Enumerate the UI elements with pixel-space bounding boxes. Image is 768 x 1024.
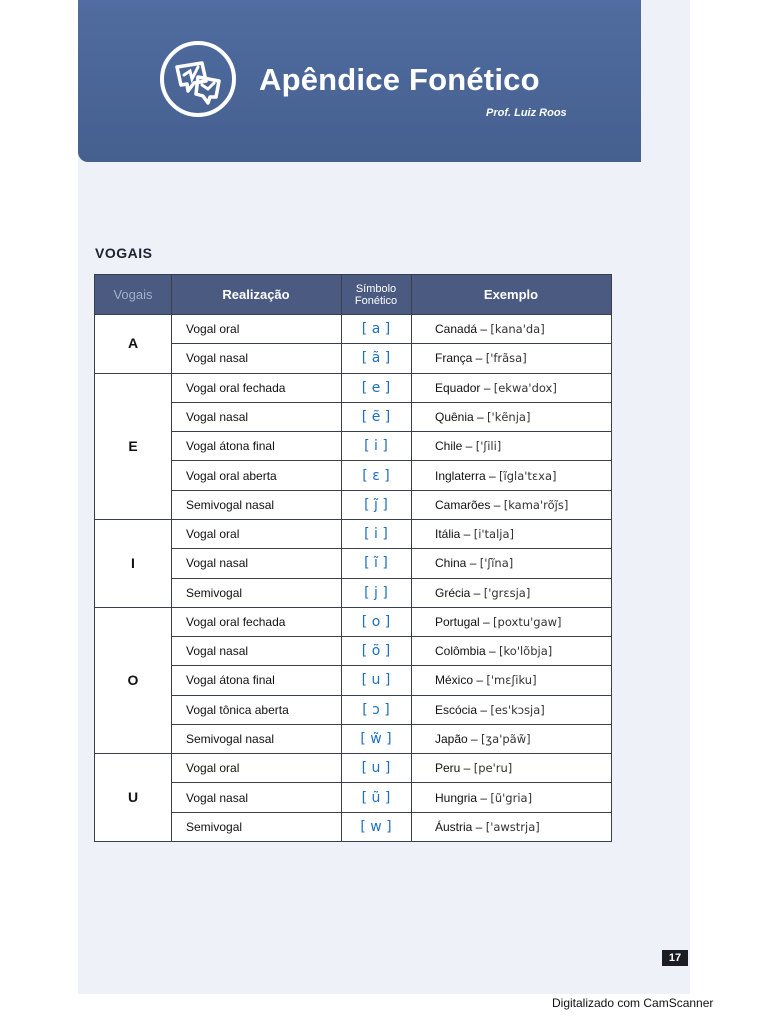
exemplo-word: Portugal – [435, 614, 490, 629]
exemplo-cell [435, 608, 562, 636]
table-row [171, 490, 611, 519]
simbolo-cell: [ ɛ ] [362, 467, 390, 484]
exemplo-transcription: [kana'da] [490, 322, 545, 337]
realizacao-cell: Vogal nasal [186, 351, 249, 366]
realizacao-cell: Vogal nasal [186, 556, 249, 571]
table-row [171, 782, 611, 811]
simbolo-cell: [ w ] [360, 818, 392, 835]
exemplo-transcription: ['mɛʃiku] [486, 673, 537, 688]
table-row [171, 460, 611, 489]
realizacao-cell: Vogal tônica aberta [186, 702, 289, 717]
simbolo-cell: [ u ] [361, 672, 391, 689]
table-row [171, 578, 611, 607]
table-row [171, 636, 611, 665]
exemplo-cell [435, 813, 540, 841]
table-row [171, 753, 611, 782]
table-row [171, 607, 611, 636]
simbolo-cell: [ ũ ] [361, 789, 391, 806]
header-simbolo-line1: Símbolo [355, 282, 397, 295]
exemplo-transcription: ['grɛsja] [483, 585, 531, 600]
exemplo-cell [435, 491, 568, 519]
header-exemplo: Exemplo [483, 286, 539, 302]
vowel-letter: I [131, 554, 135, 571]
exemplo-word: México – [435, 673, 484, 688]
table-row [171, 431, 611, 460]
simbolo-cell: [ j̃ ] [364, 496, 388, 513]
simbolo-cell: [ u ] [361, 760, 391, 777]
table-row [171, 519, 611, 548]
exemplo-cell [435, 783, 532, 811]
speech-bubbles-logo-icon [160, 41, 236, 117]
exemplo-word: Hungria – [435, 790, 488, 805]
exemplo-transcription: [ĩgla'tɛxa] [499, 468, 557, 483]
realizacao-cell: Vogal átona final [186, 673, 275, 688]
table-row [171, 373, 611, 402]
exemplo-transcription: ['ʃĩna] [479, 556, 514, 571]
realizacao-cell: Vogal nasal [186, 644, 249, 659]
exemplo-transcription: ['kẽnja] [487, 409, 531, 424]
realizacao-cell: Semivogal nasal [186, 732, 275, 746]
exemplo-word: Japão – [435, 732, 478, 746]
exemplo-word: Camarões – [435, 497, 501, 512]
table-row [171, 314, 611, 343]
exemplo-transcription: ['frãsa] [485, 351, 527, 366]
realizacao-cell: Semivogal [186, 585, 243, 600]
scanner-watermark: Digitalizado com CamScanner [552, 996, 714, 1010]
exemplo-cell [435, 461, 557, 489]
exemplo-word: Colômbia – [435, 644, 496, 659]
exemplo-word: Canadá – [435, 322, 488, 337]
simbolo-cell: [ w̃ ] [360, 731, 392, 747]
simbolo-cell: [ j ] [364, 584, 388, 601]
vowel-letter: A [127, 335, 139, 352]
exemplo-transcription: [es'kɔsja] [490, 702, 545, 717]
exemplo-transcription: [pe'ru] [473, 761, 513, 776]
simbolo-cell: [ e ] [361, 379, 391, 396]
simbolo-cell: [ i ] [364, 438, 388, 455]
author-subtitle: Prof. Luiz Roos [486, 107, 567, 119]
simbolo-cell: [ ẽ ] [361, 408, 391, 425]
realizacao-cell: Vogal nasal [186, 790, 249, 805]
realizacao-cell: Vogal oral fechada [186, 380, 286, 395]
exemplo-cell [435, 637, 552, 665]
exemplo-word: França – [435, 351, 483, 366]
table-row [171, 665, 611, 694]
vowels-table [94, 274, 612, 842]
simbolo-cell: [ o ] [361, 613, 391, 630]
page-number: 17 [662, 950, 688, 966]
simbolo-cell: [ ã ] [361, 350, 391, 367]
header-realizacao: Realização [222, 286, 290, 302]
exemplo-word: Áustria – [435, 819, 483, 834]
header-simbolo-line2: Fonético [354, 294, 398, 307]
exemplo-transcription: ['ʃili] [475, 439, 502, 454]
exemplo-cell [435, 403, 530, 431]
exemplo-word: Inglaterra – [435, 468, 496, 483]
exemplo-cell [435, 520, 514, 548]
exemplo-cell [435, 549, 513, 577]
realizacao-cell: Vogal oral fechada [186, 614, 286, 629]
realizacao-cell: Vogal oral [186, 322, 240, 337]
exemplo-transcription: [ko'lõbja] [499, 644, 553, 659]
exemplo-cell [435, 374, 557, 402]
exemplo-cell [435, 666, 537, 694]
header-simbolo [341, 275, 411, 314]
exemplo-transcription: [kama'rõj̃s] [503, 497, 569, 512]
exemplo-transcription: [ũ'gria] [490, 790, 533, 805]
exemplo-cell [435, 725, 531, 753]
exemplo-transcription: ['awstrja] [485, 819, 540, 834]
exemplo-transcription: [poxtu'gaw] [493, 614, 562, 629]
section-title: VOGAIS [95, 245, 153, 261]
vowel-letter: E [128, 437, 138, 454]
realizacao-cell: Vogal oral [186, 527, 240, 542]
exemplo-word: Equador – [435, 380, 491, 395]
realizacao-cell: Vogal oral [186, 761, 240, 776]
exemplo-word: China – [435, 556, 477, 571]
realizacao-cell: Semivogal nasal [186, 497, 275, 512]
table-row [171, 343, 611, 372]
exemplo-cell [435, 315, 545, 343]
exemplo-cell [435, 754, 512, 782]
exemplo-cell [435, 579, 530, 607]
table-row [171, 812, 611, 841]
realizacao-cell: Vogal átona final [186, 439, 275, 454]
exemplo-word: Grécia – [435, 585, 481, 600]
header-vogais: Vogais [113, 286, 153, 302]
simbolo-cell: [ ɔ ] [362, 701, 390, 718]
simbolo-cell: [ a ] [361, 321, 391, 338]
page-title: Apêndice Fonético [259, 62, 540, 97]
exemplo-word: Itália – [435, 527, 471, 542]
exemplo-word: Chile – [435, 439, 473, 454]
table-row [171, 548, 611, 577]
table-header [95, 275, 611, 314]
exemplo-word: Escócia – [435, 702, 488, 717]
vowel-letter: U [127, 789, 139, 806]
simbolo-cell: [ ĩ ] [364, 555, 388, 572]
simbolo-cell: [ i ] [364, 526, 388, 543]
realizacao-cell: Vogal oral aberta [186, 468, 277, 483]
table-row [171, 402, 611, 431]
exemplo-transcription: [ʒa'pãw̃] [481, 732, 531, 746]
simbolo-cell: [ õ ] [361, 643, 391, 660]
exemplo-transcription: [ekwa'dox] [493, 380, 557, 395]
vowel-letter: O [127, 671, 139, 688]
realizacao-cell: Semivogal [186, 819, 243, 834]
exemplo-transcription: [i'talja] [473, 527, 515, 542]
exemplo-word: Quênia – [435, 409, 484, 424]
exemplo-word: Peru – [435, 761, 471, 776]
realizacao-cell: Vogal nasal [186, 409, 249, 424]
exemplo-cell [435, 432, 501, 460]
table-row [171, 695, 611, 724]
table-row [171, 724, 611, 753]
exemplo-cell [435, 344, 527, 372]
exemplo-cell [435, 696, 545, 724]
